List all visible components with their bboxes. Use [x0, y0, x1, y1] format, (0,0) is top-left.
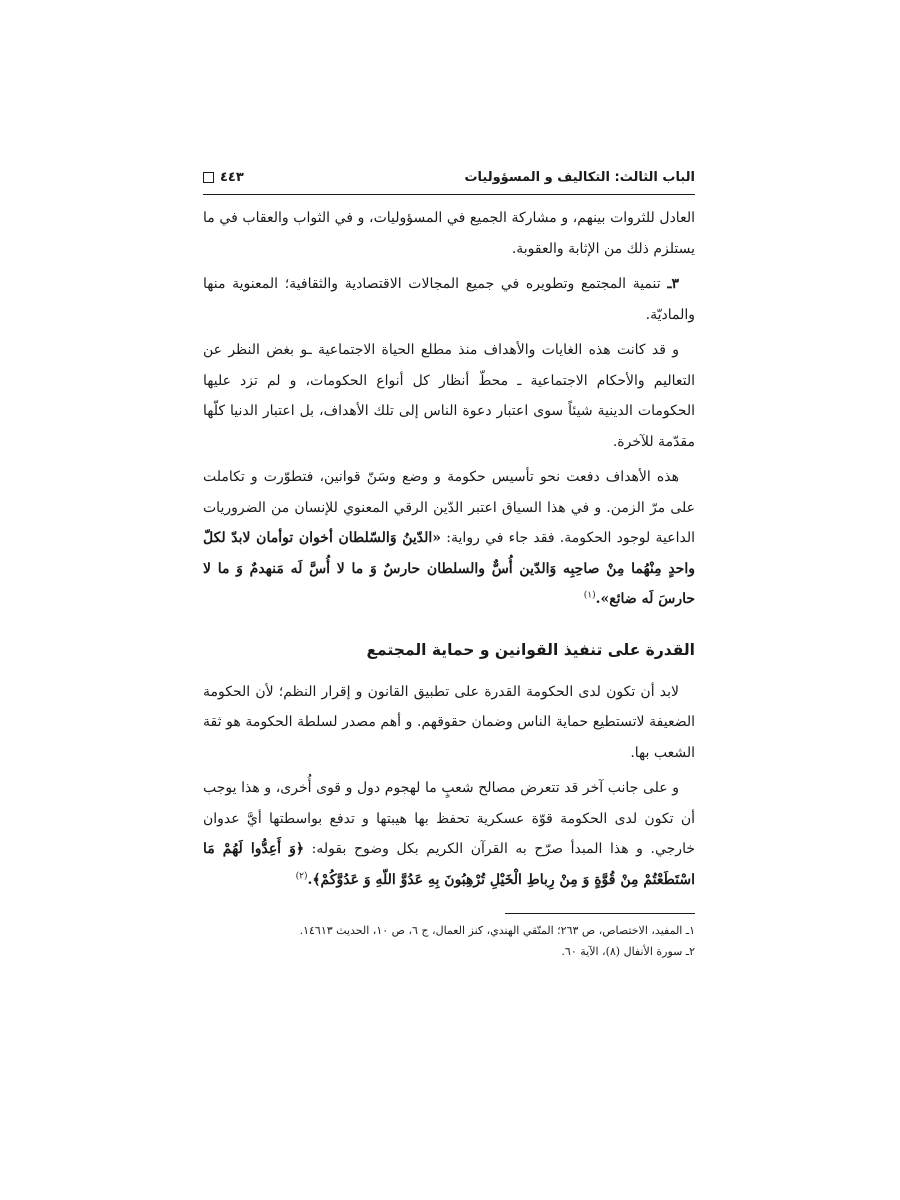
square-bullet-icon: [203, 172, 214, 183]
paragraph-6: [203, 773, 695, 895]
footnote-rule: [505, 913, 695, 914]
footnote-1: ١ـ المفيد، الاختصاص، ص ٢٦٣؛ المتّقي الهندي، كنز العمال، ج ٦، ص ١٠، الحديث ١٤٦١٣.: [299, 924, 695, 937]
footnote-ref-2[interactable]: (٢): [295, 870, 308, 881]
paragraph-4-text: هذه الأهداف دفعت نحو تأسيس حكومة و وضع وسَنّ قوانين، فتطوّرت و تكاملت على مرّ الزمن. و في هذا السياق اعتبر الدّين الرقي المعنوي للإنسان من الضروريات الداعية لوجود الحكومة. فقد جاء في رواية:: [203, 469, 695, 546]
paragraph-2-text: تنمية المجتمع وتطويره في جميع المجالات الاقتصادية والثقافية؛ المعنوية منها والماديّة.: [203, 276, 695, 323]
running-header: [203, 160, 695, 194]
paragraph-3: و قد كانت هذه الغايات والأهداف منذ مطلع الحياة الاجتماعية ـو بغض النظر عن التعاليم والأحكام الاجتماعية ـ محطّ أنظار كل أنواع الحكومات، و لم تزد عليها الحكومات الدينية شيئاً سوى اعتبار دعوة الناس إلى تلك الأهداف، بل اعتبار الدنيا كلّها مقدّمة للآخرة.: [203, 342, 695, 450]
section-heading: القدرة على تنفيذ القوانين و حماية المجتمع: [366, 640, 695, 659]
footnote-2: ٢ـ سورة الأنفال (٨)، الآية ٦٠.: [561, 945, 695, 958]
paragraph-5: لابد أن تكون لدى الحكومة القدرة على تطبيق القانون و إقرار النظم؛ لأن الحكومة الضعيفة لاتستطيع حماية الناس وضمان حقوقهم. و أهم مصدر لسلطة الحكومة هو ثقة الشعب بها.: [203, 683, 695, 761]
paragraph-2: [203, 269, 695, 330]
header-rule: [203, 194, 695, 195]
chapter-title: الباب الثالث: التكاليف و المسؤوليات: [464, 169, 695, 185]
hadith-quote: «الدّينُ وَالسّلطان أخوان توأمان لابدّ لكلّ واحدٍ مِنْهُما مِنْ صاحِبِه وَالدّين أُسٌّ والسلطان حارسٌ وَ ما لا أُسَّ لَه مَنهدمٌ وَ ما لا حارسَ لَه ضائع».: [203, 530, 695, 607]
page-number-block: [203, 170, 244, 185]
quran-quote: ﴿وَ أَعِدُّوا لَهُمْ مَا اسْتَطَعْتُمْ مِنْ قُوَّةٍ وَ مِنْ رِباطِ الْخَيْلِ تُرْهِبُونَ بِهِ عَدُوَّ اللّهِ وَ عَدُوَّكُمْ﴾.: [203, 841, 695, 888]
book-page: [203, 160, 695, 962]
paragraph-6-text: و على جانب آخر قد تتعرض مصالح شعبٍ ما لهجوم دول و قوى أُخرى، و هذا يوجب أن تكون لدى الحكومة قوّة عسكرية تحفظ بها هيبتها و تدفع بواسطتها أيَّ عدوان خارجي. و هذا المبدأ صرّح به القرآن الكريم بكل وضوح بقوله:: [203, 780, 695, 857]
footnote-ref-1[interactable]: (١): [583, 590, 596, 601]
paragraph-1: العادل للثروات بينهم، و مشاركة الجميع في المسؤوليات، و في الثواب والعقاب في ما يستلزم ذلك من الإثابة والعقوبة.: [203, 210, 695, 257]
list-number: ٣ـ: [667, 276, 679, 292]
page-number: ٤٤٣: [220, 169, 244, 185]
paragraph-4: [203, 462, 695, 615]
